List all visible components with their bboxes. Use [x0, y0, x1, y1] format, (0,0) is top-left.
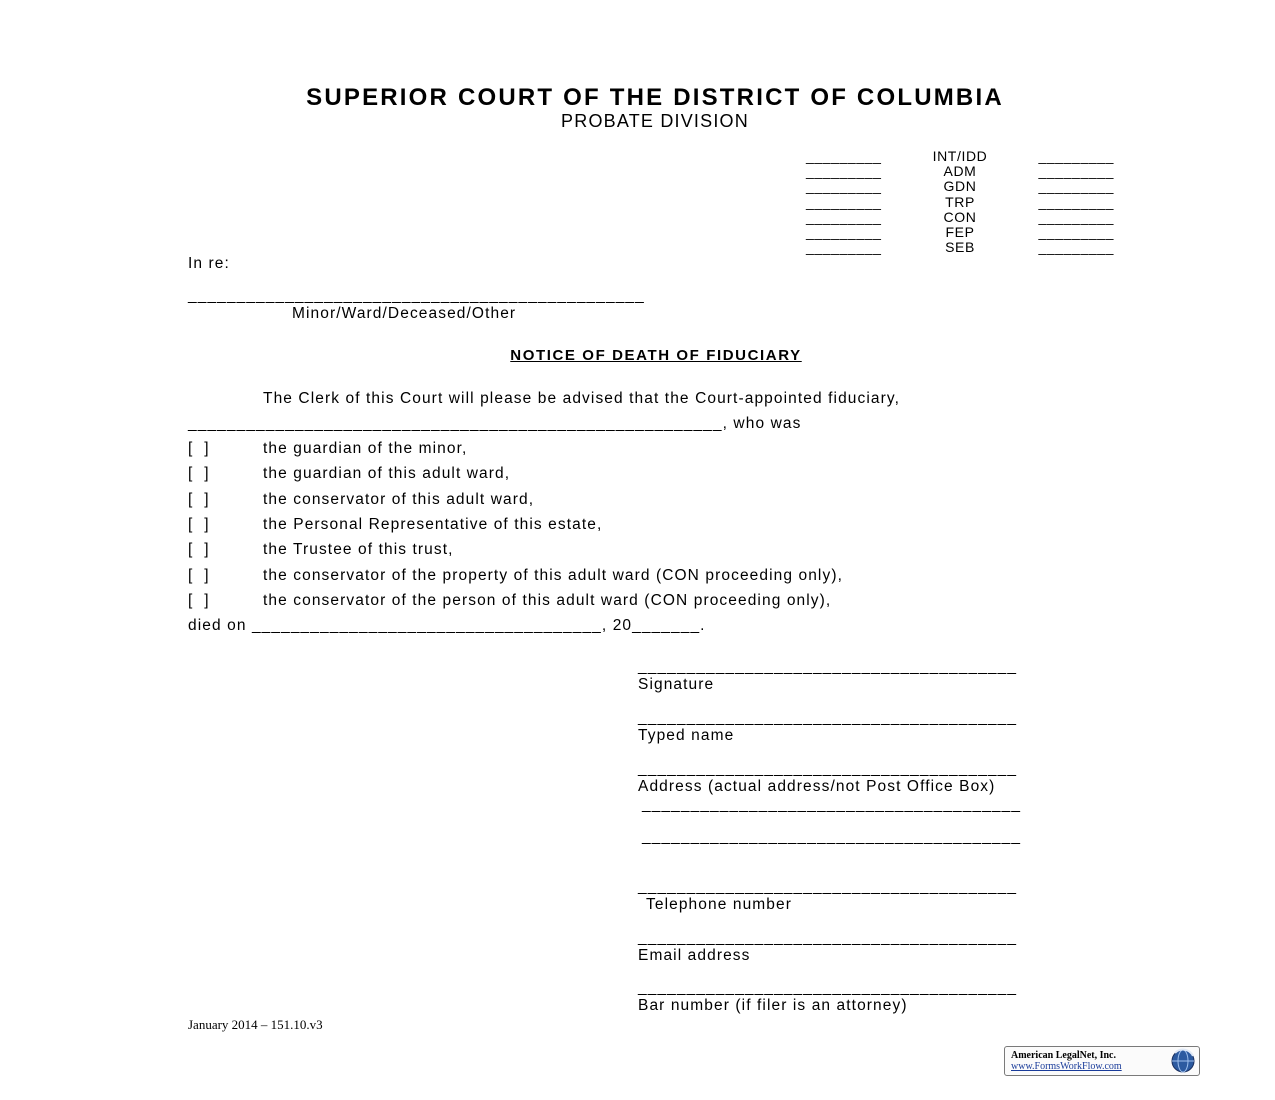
role-option-label: the conservator of the property of this adult ward (CON proceeding only), [263, 567, 843, 584]
in-re-name-line[interactable]: _______________________________________________ [188, 287, 645, 304]
case-type-code: ADM [943, 163, 977, 179]
fiduciary-name-line[interactable]: _______________________________________________________, who was [188, 415, 802, 432]
division-subtitle: PROBATE DIVISION [561, 111, 749, 131]
case-number-blank-right[interactable]: _________ [1038, 209, 1114, 225]
in-re-caption: Minor/Ward/Deceased/Other [292, 305, 517, 322]
bar-number-line[interactable]: _______________________________________ [638, 979, 1018, 996]
badge-url-link[interactable]: www.FormsWorkFlow.com [1011, 1061, 1122, 1072]
case-type-row [806, 148, 1114, 163]
case-type-code: FEP [945, 224, 975, 240]
role-option-label: the guardian of this adult ward, [263, 465, 511, 482]
case-number-blank-right[interactable]: _________ [1038, 163, 1114, 179]
case-number-blank-right[interactable]: _________ [1038, 148, 1114, 164]
typed-name-line[interactable]: _______________________________________ [638, 709, 1018, 726]
badge-company: American LegalNet, Inc. [1011, 1050, 1116, 1061]
role-checkbox[interactable]: [ ] [188, 465, 210, 482]
case-number-blank-left[interactable]: _________ [806, 148, 882, 164]
role-checkbox[interactable]: [ ] [188, 516, 210, 533]
signature-line[interactable]: _______________________________________ [638, 658, 1018, 675]
address-line[interactable]: _______________________________________ [638, 760, 1018, 777]
date-of-death-line[interactable]: died on ____________________________________, 20_______. [188, 617, 706, 634]
address-label: Address (actual address/not Post Office Box) [638, 778, 996, 795]
case-type-row [806, 209, 1114, 224]
case-number-blank-left[interactable]: _________ [806, 178, 882, 194]
email-label: Email address [638, 947, 751, 964]
typed-name-label: Typed name [638, 727, 735, 744]
role-checkbox[interactable]: [ ] [188, 541, 210, 558]
role-option-label: the Trustee of this trust, [263, 541, 454, 558]
legalnet-badge[interactable] [1004, 1046, 1200, 1076]
case-number-blank-left[interactable]: _________ [806, 239, 882, 255]
email-line[interactable]: _______________________________________ [638, 929, 1018, 946]
case-number-blank-right[interactable]: _________ [1038, 194, 1114, 210]
role-checkbox[interactable]: [ ] [188, 440, 210, 457]
role-option-label: the guardian of the minor, [263, 440, 468, 457]
case-type-row [806, 178, 1114, 193]
bar-number-label: Bar number (if filer is an attorney) [638, 997, 908, 1014]
case-type-row [806, 163, 1114, 178]
role-option-label: the conservator of the person of this adult ward (CON proceeding only), [263, 592, 832, 609]
case-type-code: GDN [943, 178, 977, 194]
telephone-line[interactable]: _______________________________________ [638, 878, 1018, 895]
case-type-code: INT/IDD [932, 148, 988, 164]
signature-label: Signature [638, 676, 715, 693]
case-type-row [806, 194, 1114, 209]
in-re-label: In re: [188, 255, 230, 272]
case-number-blank-right[interactable]: _________ [1038, 239, 1114, 255]
telephone-label: Telephone number [646, 896, 792, 913]
case-type-code: SEB [945, 239, 975, 255]
address-line-3[interactable]: _______________________________________ [642, 828, 1022, 845]
address-line-2[interactable]: _______________________________________ [642, 796, 1022, 813]
case-number-blank-right[interactable]: _________ [1038, 178, 1114, 194]
case-number-blank-left[interactable]: _________ [806, 224, 882, 240]
case-type-code: TRP [945, 194, 975, 210]
case-number-blank-left[interactable]: _________ [806, 194, 882, 210]
role-checkbox[interactable]: [ ] [188, 592, 210, 609]
case-number-blank-left[interactable]: _________ [806, 209, 882, 225]
form-version: January 2014 – 151.10.v3 [188, 1017, 323, 1032]
court-title: SUPERIOR COURT OF THE DISTRICT OF COLUMBIA [306, 84, 1004, 111]
globe-logo-icon [1170, 1048, 1196, 1074]
case-number-blank-right[interactable]: _________ [1038, 224, 1114, 240]
case-type-row [806, 224, 1114, 239]
case-number-blank-left[interactable]: _________ [806, 163, 882, 179]
role-option-label: the conservator of this adult ward, [263, 491, 535, 508]
intro-paragraph: The Clerk of this Court will please be advised that the Court-appointed fiduciary, [263, 390, 900, 407]
notice-heading: NOTICE OF DEATH OF FIDUCIARY [510, 347, 802, 364]
role-checkbox[interactable]: [ ] [188, 491, 210, 508]
case-type-row [806, 239, 1114, 254]
role-option-label: the Personal Representative of this estate, [263, 516, 603, 533]
role-checkbox[interactable]: [ ] [188, 567, 210, 584]
case-type-code: CON [943, 209, 977, 225]
